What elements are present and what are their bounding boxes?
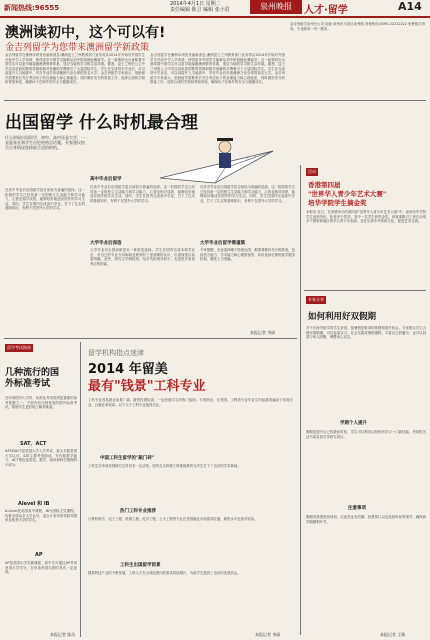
tips-body-2: 假期安排需提前规划，注意签证有效期、机票预订以及返校时间等细节，确保新学期顺利开学。 <box>306 515 426 524</box>
divider-right <box>304 290 426 291</box>
event-title-1: 香港第四届 <box>308 181 341 189</box>
column-divider-left <box>80 342 81 637</box>
left-column-reporter: 本报记者 陈洁 <box>50 632 76 637</box>
tips-title: 如何利用好双假期 <box>308 312 377 322</box>
divider-middle <box>4 338 297 339</box>
exam-sat-act-heading: SAT、ACT <box>20 441 47 447</box>
bottom-section-2-heading: 热门工科专业推荐 <box>120 509 156 514</box>
bottom-section-2-body: 计算机科学、电子工程、机械工程、化学工程、土木工程等专业在美国就业市场需求旺盛，薪资水平也相对较高。 <box>88 517 258 521</box>
main-story-reporter: 本报记者 李丽 <box>250 330 276 335</box>
main-section-3-body: 专家提醒，无论选择哪个阶段出国，都需要做好充分的准备，包括语言能力、学术能力和心理准备等，同时选择正规的留学服务机构，避免上当受骗。 <box>200 248 295 261</box>
ad-text: 金吉列留学泉州分公司 地址:泉州市丰泽区泉秀路 咨询热线:0595-22222222 免费留学咨询，专业顾问一对一服务。 <box>290 22 425 31</box>
bottom-section-3-heading: 工科生出国留学前景 <box>120 563 161 568</box>
bottom-story-title-line1: 2014 年留美 <box>88 362 168 377</box>
main-section-3-heading: 大学毕业后留学需谨慎 <box>200 241 245 246</box>
event-title-3: 培华学院学生摘金奖 <box>308 199 367 207</box>
exam-ap-heading: AP <box>35 552 43 558</box>
tips-heading-1: 学期个人提升 <box>340 421 367 426</box>
bottom-section-3-body: 随着科技产业的不断发展，工科人才在全球范围内的需求持续增长，为留学生提供了良好的发展机会。 <box>88 571 241 575</box>
top-story-body-col1: 金吉列留学在澳洲本州发布最新消息:澳洲昆士兰州教育部门宣布将从2014年开始对外国学生开放中学入学申请，使得更多中国学生能够从初中阶段就赴澳留学。这一政策的出台意味着中国学生可以更早地接触澳洲教育体系，适应当地的学习和生活环境。据悉，昆士兰州的公立中学以其优质的教育资源和相对低廉的学费吸引了大量国际学生。学生在完成初中学业后，可以直接升入当地高中，并在毕业后申请澳洲乃至全球的知名大学。金吉列留学专家表示，低龄留学需要家长充分考虑孩子的自理能力和心理素质，同时做好充分的准备工作，选择合适的学校和寄宿家庭，确保孩子在海外的安全与健康成长。 <box>5 53 145 84</box>
bottom-story-title-line2: 最有"钱景"工科专业 <box>88 379 206 394</box>
bottom-story-kicker: 留学机构指点迷津 <box>88 349 144 357</box>
tips-reporter: 本报记者 王敏 <box>380 632 406 637</box>
top-story-body-col2: 金吉列留学在澳洲本州发布最新消息:澳洲昆士兰州教育部门宣布将从2014年开始对外国学生开放中学入学申请，使得更多中国学生能够从初中阶段就赴澳留学。这一政策的出台意味着中国学生可以更早地接触澳洲教育体系，适应当地的学习和生活环境。据悉，昆士兰州的公立中学以其优质的教育资源和相对低廉的学费吸引了大量国际学生。学生在完成初中学业后，可以直接升入当地高中，并在毕业后申请澳洲乃至全球的知名大学。金吉列留学专家表示，低龄留学需要家长充分考虑孩子的自理能力和心理素质，同时做好充分的准备工作，选择合适的学校和寄宿家庭，确保孩子在海外的安全与健康成长。 <box>150 53 285 84</box>
main-story-title: 出国留学 什么时机最合理 <box>5 113 198 133</box>
tips-heading-2: 注意事项 <box>348 506 366 511</box>
issue-date <box>170 1 230 13</box>
bottom-story-reporter: 本报记者 李丽 <box>255 632 281 637</box>
bottom-section-1-body: 工科生在申请美国研究生时具有一定优势，国内扎实的理工科基础教育为学生打下了良好的学术基础。 <box>88 464 241 468</box>
event-title-2: "世界华人青少年艺术大赛" <box>308 190 387 198</box>
page-number: A14 <box>398 0 422 13</box>
page-header <box>0 0 430 18</box>
main-story-lead: 什么时候出国留学，初中、高中还是大学，一直是家长和学生讨论的热点话题，专家建议结合自身情况选择最合适的时机。 <box>5 135 85 151</box>
main-section-3-body-a: 在高中毕业后出国留学是目前较为普遍的选择。这一阶段的学生已经具备一定的独立生活能力和学习能力，心智也相对成熟，能够较好地适应国外的学习生活。同时，学生在国内完成高中学业，打下了扎实的基础知识，有利于在国外大学的学习。 <box>200 185 295 203</box>
newspaper-logo: 泉州晚报 <box>250 0 302 14</box>
tips-body: 对于在海外留学的学生来说，寒暑假是难得的休整和提升机会。专家建议学生合理安排假期，可以参加实习、社会实践或暑期课程，丰富自己的履历；也可以回国与家人团聚，调整身心状态。 <box>306 326 426 339</box>
tips-body-1: 假期是提升自己的最佳时机，学生可以利用这段时间学习一门新技能、考取相关证书或参加学术研究项目。 <box>306 430 426 439</box>
hotline-text: 新闻热线:96555 <box>4 4 60 12</box>
exam-alevel-ib-heading: Alevel 和 IB <box>18 501 50 507</box>
bottom-section-1-heading: 中国工科生留学的"敲门砖" <box>100 456 155 461</box>
column-divider-right <box>300 165 301 635</box>
bottom-story-body: 工科专业因其就业前景广阔、薪资待遇较高，一直是留学生的热门选择。专家指出，在美国，工程类专业毕业生的起薪普遍高于其他专业，且就业率较高。以下几个工科专业值得关注。 <box>88 398 293 407</box>
section-name: 人才·留学 <box>304 5 348 16</box>
left-column-intro: 在申请国外大学时，标准化考试成绩是重要的参考依据之一。下面介绍几种常见的国外标准考试，帮助学生更好地了解和准备。 <box>5 396 77 409</box>
paper-plane-illustration <box>155 133 280 188</box>
divider-top <box>4 100 426 101</box>
date-line-1: 2014年4月1日 星期二 <box>170 1 221 7</box>
event-body: 本报讯 近日，在香港举办的第四届"世界华人青少年艺术大赛"中，泉州培华学院学生表现突出，斩获多个奖项，其中一名学生获得金奖。该赛事吸引了来自全球多个国家和地区的华人青少年参加，旨在弘扬中华传统文化，促进艺术交流。 <box>306 210 426 223</box>
main-section-1-body: 在高中毕业后出国留学是目前较为普遍的选择。这一阶段的学生已经具备一定的独立生活能力和学习能力，心智也相对成熟，能够较好地适应国外的学习生活。同时，学生在国内完成高中学业，打下了扎实的基础知识，有利于在国外大学的学习。 <box>90 185 195 203</box>
main-section-2-heading: 大学毕业后深造 <box>90 241 122 246</box>
main-section-1-heading: 高中毕业后留学 <box>90 177 122 182</box>
main-section-2-body: 大学毕业后出国读研是另一种常见选择。学生在国内完成本科学业后，对自己的专业方向和职业规划有了更清晰的认识，出国深造目标更明确。此外，研究生学制较短，经济负担相对较小，也是很多家庭考虑的因素。 <box>90 248 195 266</box>
exam-ap-body: AP是美国大学先修课程，高中生可通过AP考试获得大学学分，在申请美国名校时具有一定优势。 <box>5 561 77 574</box>
top-story-title: 澳洲读初中，这个可以有! <box>5 25 166 41</box>
tips-badge: 专家分享 <box>308 297 324 302</box>
event-badge: 活动 <box>308 169 316 174</box>
left-column-badge: 留学考试指南 <box>7 345 31 350</box>
exam-alevel-ib-body: A-Level是英国高中课程，IB为国际文凭课程，均被全球众多大学认可，适合计划申请英联邦国家及欧美大学的学生。 <box>5 509 77 522</box>
date-line-2: 责任编辑 陈卫 编辑 张小眉 <box>170 7 230 13</box>
top-story-subtitle: 金吉列留学为您带来澳洲留学新政策 <box>5 43 150 53</box>
main-story-body-left: 在高中毕业后出国留学是目前较为普遍的选择。这一阶段的学生已经具备一定的独立生活能力和学习能力，心智也相对成熟，能够较好地适应国外的学习生活。同时，学生在国内完成高中学业，打下了扎实的基础知识，有利于在国外大学的学习。 <box>5 188 85 210</box>
left-column-title: 几种流行的国外标准考试 <box>5 368 60 389</box>
exam-sat-act-body: SAT和ACT是美国大学入学考试，被大多数美国大学认可。SAT主要考查阅读、写作和数学能力，ACT则包括英语、数学、阅读和科学推理四个部分。 <box>5 449 77 467</box>
